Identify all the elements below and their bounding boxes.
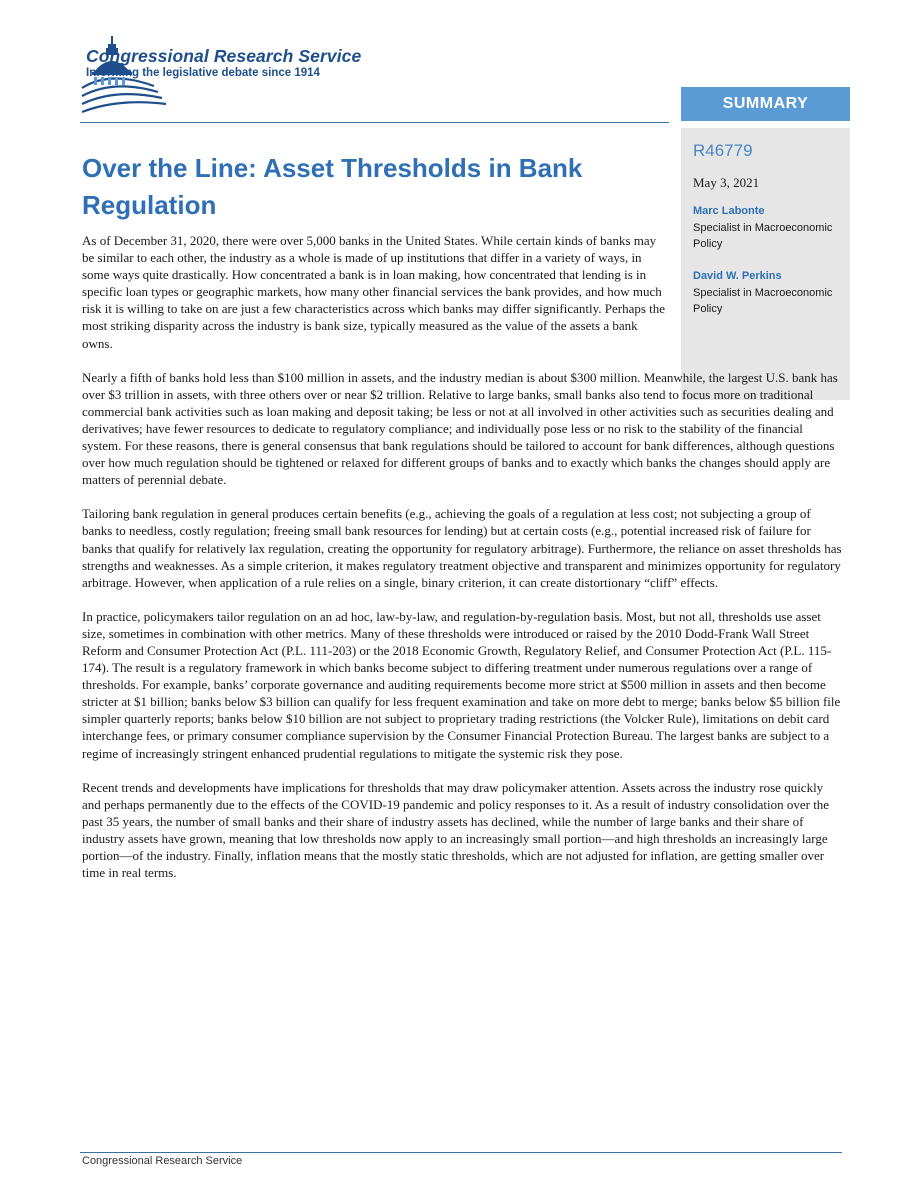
- paragraph: Recent trends and developments have implications for thresholds that may draw policymaker attention. Assets across the industry rose quickly and perhaps permanently due to the effects of the COVID-19 pandemic and policy responses to it. As a result of industry consolidation over the past 35 years, the number of small banks and their share of industry assets has declined, while the number of large banks and their share of industry assets have grown, meaning that low thresholds now apply to an increasingly small portion—and high thresholds an increasingly large portion—of the industry. Finally, inflation means that the mostly static thresholds, which are not adjusted for inflation, are getting smaller over time in real terms.: [82, 779, 830, 881]
- paragraph: Tailoring bank regulation in general produces certain benefits (e.g., achieving the goals of a regulation at less cost; not subjecting a group of banks to needless, costly regulation; freeing small bank resources for lending) but at certain costs (e.g., potential increased risk of failure for banks that qualify for relatively lax regulation, creating the opportunity for regulatory arbitrage). Furthermore, the reliance on asset thresholds has strengths and weaknesses. As a simple criterion, it makes regulatory treatment objective and transparent and minimizes opportunity for regulatory arbitrage. However, when application of a rule relies on a single, binary criterion, it can create distortionary “cliff” effects.: [82, 506, 842, 590]
- paragraph: In practice, policymakers tailor regulation on an ad hoc, law-by-law, and regulation-by-regulation basis. Most, but not all, thresholds use asset size, sometimes in combination with other metrics. Many of these thresholds were introduced or raised by the 2010 Dodd-Frank Wall Street Reform and Consumer Protection Act (P.L. 111-203) or the 2018 Economic Growth, Regulatory Relief, and Consumer Protection Act (P.L. 115-174). The result is a regulatory framework in which banks become subject to differing treatment under numerous regulations over a range of thresholds. For example, banks’ corporate governance and auditing requirements become more strict at $500 million in assets and then become stricter at $1 billion; banks below $3 billion can qualify for less frequent examination and take on more debt to merge; banks below $5 billion file simpler quarterly reports; banks below $10 billion are not subject to proprietary trading restrictions (the Volcker Rule), limitations on debit card interchange fees, or primary consumer compliance supervision by the Consumer Financial Protection Bureau. The largest banks are subject to a regime of increasingly stringent enhanced prudential regulations to mitigate the systemic risk they pose.: [82, 608, 841, 761]
- author-title: Specialist in Macroeconomic Policy: [693, 287, 833, 315]
- report-number: R46779: [693, 141, 753, 160]
- document-title: Over the Line: Asset Thresholds in Bank Regulation: [82, 153, 583, 220]
- summary-tab: SUMMARY: [681, 87, 850, 121]
- author-name: David W. Perkins: [693, 270, 782, 282]
- author-name: Marc Labonte: [693, 205, 765, 217]
- footer-divider: [80, 1152, 842, 1153]
- summary-body: [82, 232, 842, 898]
- paragraph: As of December 31, 2020, there were over 5,000 banks in the United States. While certain kinds of banks may be similar to each other, the industry as a whole is made of up institutions that differ in a variety of ways, in some ways quite drastically. How concentrated a bank is in loan making, how concentrated that lending is in specific loan types or geographic markets, how many other financial services the bank provides, and how much risk it is willing to take on are just a few characteristics across which banks may differ significantly. Perhaps the most striking disparity across the industry is bank size, typically measured as the value of the assets a bank owns.: [82, 233, 666, 351]
- header-divider: [80, 122, 669, 123]
- org-tagline: Informing the legislative debate since 1914: [86, 67, 320, 79]
- author-title: Specialist in Macroeconomic Policy: [693, 222, 833, 250]
- footer-org-name: Congressional Research Service: [82, 1155, 243, 1167]
- org-name: Congressional Research Service: [86, 46, 362, 66]
- paragraph: Nearly a fifth of banks hold less than $100 million in assets, and the industry median is about $300 million. Meanwhile, the largest U.S. bank has over $3 trillion in assets, with three others over or near $2 trillion. Relative to large banks, small banks also tend to focus more on traditional commercial bank activities such as loan making and deposit taking; be less or not at all involved in other activities such as securities dealing and derivatives; have fewer resources to dedicate to regulatory compliance; and individually pose less or no risk to the stability of the financial system. For these reasons, there is general consensus that bank regulations should be tailored to account for bank differences, although questions over how much regulation should be tightened or relaxed for different groups of banks and to exactly which banks the changes should apply are matters of perennial debate.: [82, 369, 838, 488]
- report-date: May 3, 2021: [693, 175, 760, 190]
